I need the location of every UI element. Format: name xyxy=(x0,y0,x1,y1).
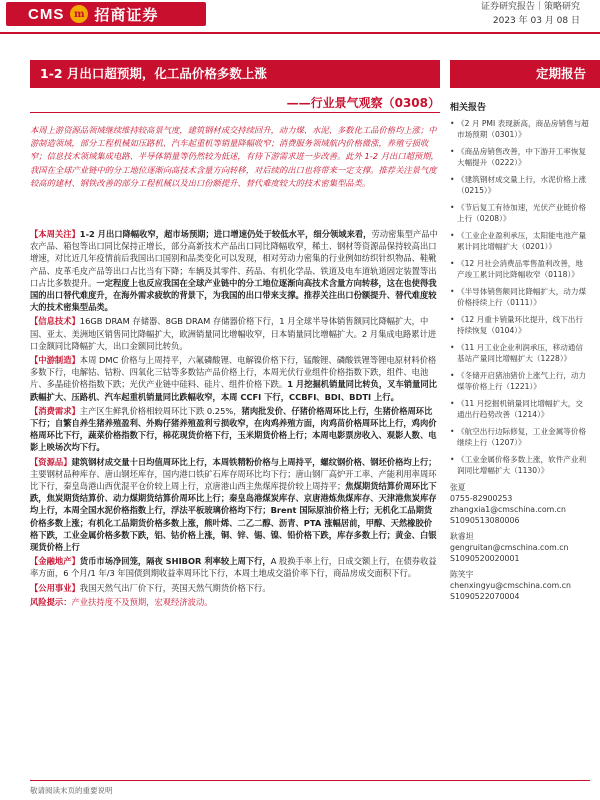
company-logo xyxy=(6,2,206,26)
paragraph-tail: 焦煤期货结算价周环比下跌，焦炭期货结算价、动力煤期货结算价周环比上行；秦皇岛港煤炭库存、京唐港炼焦煤库存、天津港焦炭库存均上行，本周全国水泥价格指数上行，浮法平板玻璃价格均下行；Brent 国际原油价格上行；无机化工品期货价格多数上涨；有机化工品期货价格多数上涨，熊叶烯、二乙二醇、沥青、PTA 涨幅居前，甲醇、天然橡胶价格下跌，工业金属价格多数下跌，铝、钴价格上涨，铜、锌、锡、镍、铅价格下跌，库存多数上行；黄金、白银现货价格上行 xyxy=(30,481,437,553)
related-report-item[interactable]: • 《11 月工业企业利润承压，移动通信基站产量同比增幅扩大（1228）》 xyxy=(450,342,590,364)
report-category-tag: 定期报告 xyxy=(450,60,600,88)
analyst-email[interactable]: zhangxia1@cmschina.com.cn xyxy=(450,505,566,514)
analyst-cert: S1090513080006 xyxy=(450,516,520,525)
header-meta xyxy=(481,0,580,28)
paragraph-focus xyxy=(30,228,440,313)
paragraph-tag: 【中游制造】 xyxy=(30,355,80,366)
report-title: 1-2 月出口超预期，化工品价格多数上涨 xyxy=(30,60,440,88)
related-report-item[interactable]: • 《11 月挖掘机销量同比增幅扩大，交通出行趋势改善（1214）》 xyxy=(450,398,590,420)
risk-label: 风险提示： xyxy=(30,596,72,607)
analyst-name: 陈笑宇 xyxy=(450,570,474,579)
paragraph-lead: 1-2 月出口降幅收窄，超市场预期；进口增速仍处于较低水平，细分领域来看， xyxy=(79,229,372,239)
logo-emblem-icon: m xyxy=(70,5,88,23)
related-report-item[interactable]: • 《半导体销售额同比降幅扩大，动力煤价格持续上行（0111）》 xyxy=(450,286,590,308)
logo-chinese: 招商证券 xyxy=(94,5,159,24)
paragraph-tag: 【资源品】 xyxy=(30,456,72,467)
paragraph-tag: 【消费需求】 xyxy=(30,405,80,416)
footer-note: 敬请阅读末页的重要说明 xyxy=(30,786,113,795)
analyst-phone: 0755-82900253 xyxy=(450,494,513,503)
report-type: 证券研究报告｜策略研究 xyxy=(480,2,580,12)
paragraph-tail: 猪肉批发价、仔猪价格周环比上行，生猪价格周环比下行；自繁自养生猪养殖盈利、外购仔猪养殖盈利亏损收窄，在肉鸡养殖方面，肉鸡苗价格周环比上行，鸡肉价格周环比下行，蔬菜价格指数下行，棉花现货价格下行，玉米期货价格上行；本周电影票房收入、观影人数、电影上映场次均下行。 xyxy=(30,405,437,453)
paragraph-text: 主产区生鲜乳价格相较周环比下跌 0.25%， xyxy=(79,405,242,416)
related-report-item[interactable]: • 《12 月重卡销量环比提升，线下出行持续恢复（0104）》 xyxy=(450,314,590,336)
analyst-cert: S1090520020001 xyxy=(450,554,520,563)
paragraph-utilities xyxy=(30,582,440,594)
analyst-contacts xyxy=(450,482,590,602)
paragraph-text: 劳动密集型产品中农产品、箱包等出口同比保持正增长，部分高新技术产品出口同比降幅收窄，稀土、钢材等资源品保持较高出口增速，对比近几年疫情前后我国出口国别和品类变化可以发现，相对劳动力密集的行业例如纺织针织物品、鞋靴产品、皮革毛皮产品等出口占比当有下降；车辆及其零件、药品、有机化学品、铁道及电车道轨道固定装置等出口占比多数提升。 xyxy=(30,229,438,288)
paragraph-tail: 1 月挖掘机销量同比转负，叉车销量同比跌幅扩大、压路机、汽车起重机销量同比跌幅收窄，本周 CCFI 下行，CCBFI、BDI、BDTI 上行。 xyxy=(30,379,437,402)
analyst-email[interactable]: gengruitan@cmschina.com.cn xyxy=(450,543,569,552)
paragraph-consumer xyxy=(30,405,440,454)
risk-warning xyxy=(30,596,440,608)
analyst-name: 张夏 xyxy=(450,483,466,492)
risk-text: 产业扶持度不及预期，宏观经济波动。 xyxy=(71,596,213,607)
related-report-item[interactable]: • 《12 月社会消费品零售盈利改善，地产竣工累计同比降幅收窄（0118）》 xyxy=(450,258,590,280)
related-report-item[interactable]: • 《2 月 PMI 表现新高，商品房销售与超市场预期（0301）》 xyxy=(450,118,590,140)
paragraph-text: 我国天然气出厂价下行，英国天然气期货价格下行。 xyxy=(79,582,271,593)
page-header xyxy=(0,0,600,40)
related-report-item[interactable]: • 《工业企业盈利承压，太阳能电池产量累计同比增幅扩大（0201）》 xyxy=(450,230,590,252)
related-report-item[interactable]: • 《节后复工有待加速，光伏产业链价格上行（0208）》 xyxy=(450,202,590,224)
related-report-item[interactable]: • 《建筑钢材成交量上行，水泥价格上涨（0215）》 xyxy=(450,174,590,196)
analyst-email[interactable]: chenxingyu@cmschina.com.cn xyxy=(450,581,571,590)
paragraph-text: A 股换手率上行，日成交额上行，在债券收益率方面，6 个月/1 年/3 年国债到期收益率周环比下行，本周土地成交溢价率下行，商品房成交面积下行。 xyxy=(30,556,437,579)
paragraph-finance xyxy=(30,555,440,579)
paragraph-it xyxy=(30,315,440,352)
report-subtitle: ——行业景气观察（0308） xyxy=(286,96,440,110)
analyst-cert: S1090522070004 xyxy=(450,592,520,601)
paragraph-lead: 货币市场净回笼，隔夜 SHIBOR 利率较上周下行， xyxy=(79,556,271,567)
report-date: 2023 年 03 月 08 日 xyxy=(492,16,580,26)
paragraph-tag: 【金融地产】 xyxy=(30,556,80,567)
paragraph-text: 本周 DMC 价格与上周持平，六氟磷酸锂、电解镍价格下行，锰酸锂、磷酸铁锂等锂电原材料价格多数下行，电解钴、钴粉、四氧化三钴等多数钴产品价格上行，本周光伏行业组件价格指数下跌，组件、电池片、多晶硅价格指数下跌；光伏产业链中硅料、硅片、组件价格下跌。 xyxy=(30,355,437,390)
paragraph-tag: 【公用事业】 xyxy=(30,582,80,593)
paragraph-resources xyxy=(30,456,440,554)
related-reports-title: 相关报告 xyxy=(450,103,487,113)
paragraph-lead: 建筑钢材成交量十日均值周环比上行，本周铁精粉价格与上周持平，螺纹钢价格、钢坯价格均上行； xyxy=(71,456,437,467)
logo-latin: CMS xyxy=(28,5,65,23)
paragraph-tag: 【信息技术】 xyxy=(30,316,80,327)
header-divider xyxy=(0,32,600,34)
sidebar xyxy=(450,100,590,602)
related-report-item[interactable]: • 《商品房销售改善，中下游开工率恢复大幅提升（0222）》 xyxy=(450,146,590,168)
paragraph-text: 主要钢材品种库存、唐山钢坯库存，国内港口铁矿石库存周环比均下行；唐山钢厂高炉开工率、产能利用率周环比下行，秦皇岛港山西优混平仓价较上周上行，京唐港山西主焦煤库提价较上周持平； xyxy=(30,468,437,492)
analyst-name: 耿睿坦 xyxy=(450,532,474,541)
paragraph-tail: 一定程度上也反应我国在全球产业链中的分工地位逐渐向高技术含量方向转移，这在也使得我国的出口替代难度升，在海外需求疲软的背景下，为我国的出口带来支撑。推荐关注出口份额提升、替代难度较大的技术密集型品类。 xyxy=(30,277,437,313)
paragraph-text: 16GB DRAM 存储器、8GB DRAM 存储器价格下行，1 月全球半导体销售额同比降幅扩大，中国、亚太、美洲地区销售同比降幅扩大，欧洲销量同比增幅收窄，日本销量同比增幅扩大。2 月集成电路累计进口金额同比降幅扩大，出口金额同比转负。 xyxy=(30,316,437,351)
report-body xyxy=(30,228,440,608)
subtitle-divider xyxy=(30,112,440,113)
summary-paragraph: 本周上游资源品领域继续维持较高景气度，建筑钢材成交持续回升，动力煤、水泥、多数化工品价格均上涨；中游制造领域，部分工程机械如压路机、汽车起重机等销量降幅收窄；消费服务领域航内价格微涨，养殖亏损收窄；信息技术领域集成电路、半导体销量等仍然较为低迷，有待下游需求进一步改善。此外 1-2 月出口超预期，我国在全球产业链中的分工地位逐渐向高技术含量方向转移，对后续的出口也将带来一定支撑。推荐关注景气度较高的建材、钢铁改善的部分工程机械以及出口份额提升、替代难度较大的技术密集型品类。 xyxy=(30,125,439,188)
paragraph-tag: 【本周关注】 xyxy=(30,229,80,239)
related-report-item[interactable]: • 《工业金属价格多数上涨，软件产业利润同比增幅扩大（1130）》 xyxy=(450,454,590,476)
paragraph-manufacturing xyxy=(30,354,440,403)
related-report-item[interactable]: • 《航空出行边际修复，工业金属等价格继续上行（1207）》 xyxy=(450,426,590,448)
related-report-item[interactable]: • 《冬储开启猪油猪价上涨气上行，动力煤等价格上行（1221）》 xyxy=(450,370,590,392)
footer-divider xyxy=(30,780,590,781)
